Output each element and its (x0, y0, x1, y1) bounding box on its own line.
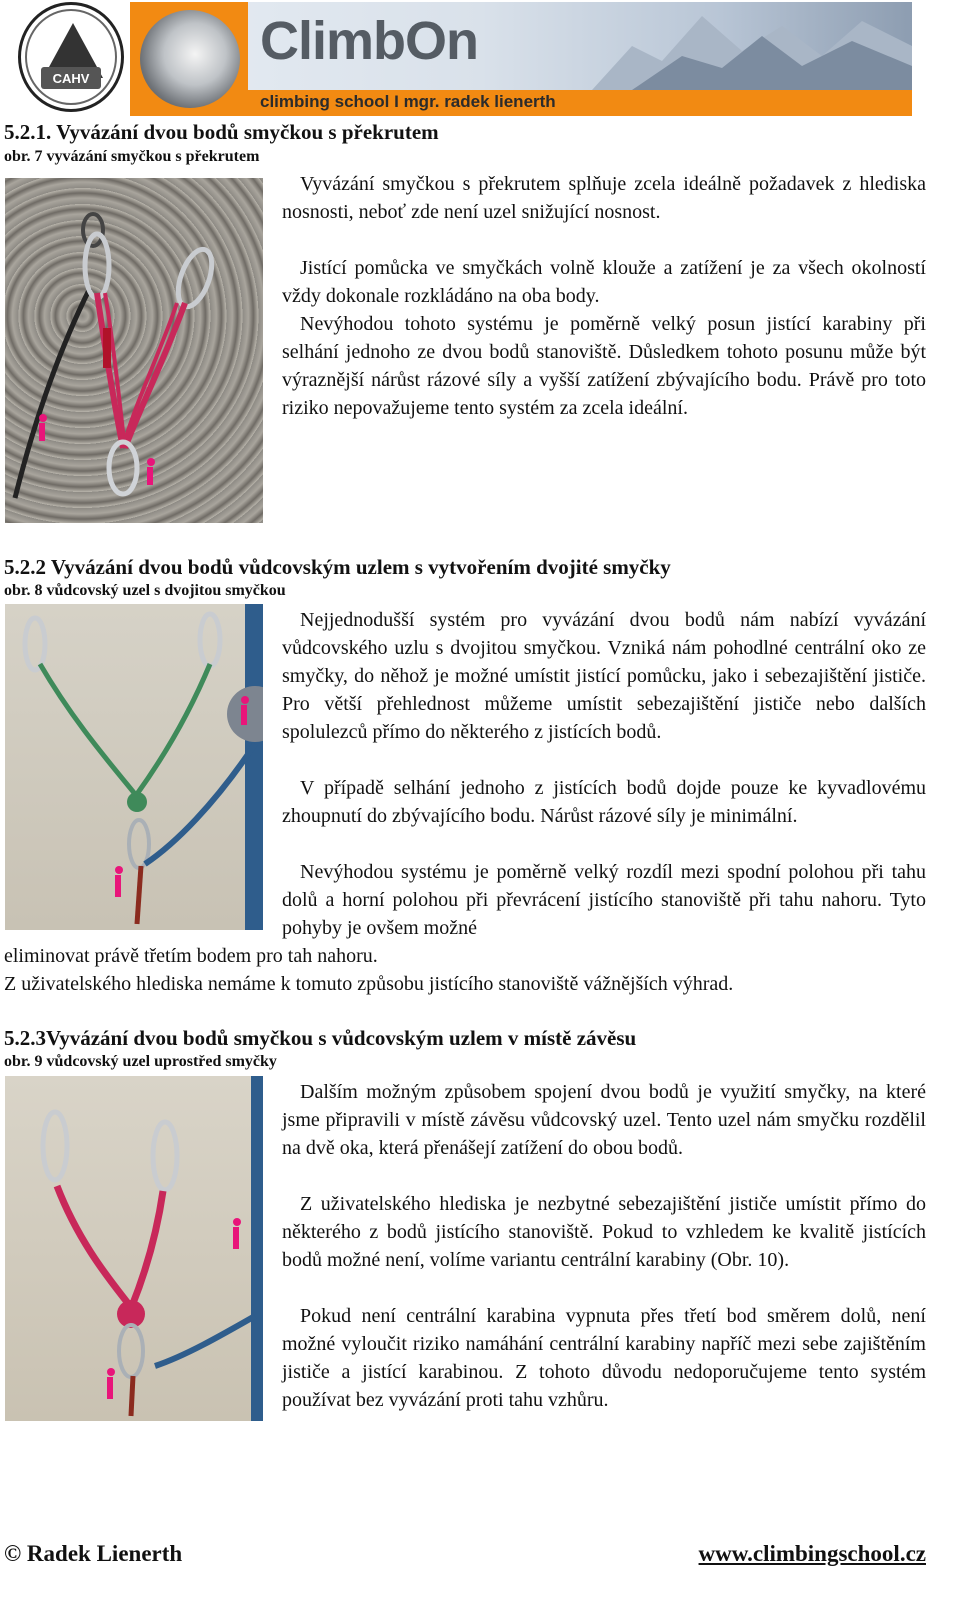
paragraph-text: Dalším možným způsobem spojení dvou bodů je využití smyčky, na které jsme připravili v místě závěsu vůdcovský uzel. Tento uzel nám smyčku rozdělil na dvě oka, která přenášejí zatížení do obou bodů. (282, 1081, 926, 1159)
cahv-logo (18, 2, 124, 112)
paragraph-text: Nejjednodušší systém pro vyvázání dvou bodů nám nabízí vyvázání vůdcovského uzlu s dvojitou smyčkou. Vzniká nám pohodlné centrální oko ze smyčky, do něhož je možné umístit jistící pomůcku, jako i sebezajištění jističe. Pro větší přehlednost můžeme umístit sebezajištění jističe nebo dalších spolulezců přímo do některého z jistících bodů. (282, 609, 926, 743)
figure-caption: obr. 8 vůdcovský uzel s dvojitou smyčkou (4, 582, 286, 599)
paragraph-continuation: eliminovat právě třetím bodem pro tah nahoru. (4, 945, 378, 967)
footer-website-link[interactable]: www.climbingschool.cz (698, 1541, 926, 1566)
paragraph-text: Nevýhodou systému je poměrně velký rozdíl mezi spodní polohou při tahu dolů a horní polohou při převrácení jistícího stanoviště při tahu nahoru. Tyto pohyby je ovšem možné (282, 861, 926, 939)
logo-text: CAHV (52, 71, 90, 86)
paragraph (4, 970, 926, 998)
climbon-banner (130, 2, 912, 116)
paragraph-text: Z uživatelského hlediska je nezbytné sebezajištění jističe umístit přímo do některého z bodů jistícího stanoviště. Pokud to vzhledem ke kvalitě jistících bodů možné není, volíme variantu centrální karabiny (Obr. 10). (282, 1193, 926, 1271)
paragraph (282, 606, 926, 746)
paragraph (282, 858, 926, 942)
brand-title: ClimbOn (260, 11, 478, 71)
paragraph-text: V případě selhání jednoho z jistících bodů dojde pouze ke kyvadlovému zhoupnutí do zbývajícího bodu. Nárůst rázové síly je minimální. (282, 777, 926, 827)
section-heading: 5.2.2 Vyvázání dvou bodů vůdcovským uzlem s vytvořením dvojité smyčky (4, 555, 671, 579)
photo-double-loop-knot (5, 604, 263, 930)
brand-subtitle: climbing school I mgr. radek lienerth (260, 92, 556, 111)
paragraph (282, 1078, 926, 1162)
paragraph (282, 774, 926, 830)
paragraph-text: Z uživatelského hlediska nemáme k tomuto způsobu jistícího stanoviště vážnějších výhrad. (4, 973, 734, 995)
sling-illustration (5, 1076, 263, 1421)
banner-mountain-image (140, 10, 240, 108)
paragraph-text: Nevýhodou tohoto systému je poměrně velký posun jistící karabiny při selhání jednoho ze dvou bodů stanoviště. Důsledkem tohoto posunu může být výraznější nárůst rázové síly a vyšší zatížení zbývajícího bodu. Právě pro toto riziko nepovažujeme tento systém za zcela ideální. (282, 313, 926, 419)
footer-copyright: © Radek Lienerth (4, 1541, 183, 1566)
sling-illustration (5, 178, 263, 523)
figure-caption: obr. 9 vůdcovský uzel uprostřed smyčky (4, 1053, 277, 1070)
photo-sling-with-twist (5, 178, 263, 523)
section-heading: 5.2.3Vyvázání dvou bodů smyčkou s vůdcovským uzlem v místě závěsu (4, 1026, 637, 1050)
sling-illustration (5, 604, 263, 930)
paragraph-text: Pokud není centrální karabina vypnuta přes třetí bod směrem dolů, není možné vyloučit riziko namáhání centrální karabiny napříč mezi sebe zajištěním jističe a jistící karabinou. Z tohoto důvodu nedoporučujeme tento systém používat bez vyvázání proti tahu vzhůru. (282, 1305, 926, 1411)
section-heading: 5.2.1. Vyvázání dvou bodů smyčkou s překrutem (4, 120, 439, 144)
banner-peaks-image (592, 6, 912, 90)
paragraph (282, 310, 926, 422)
paragraph-text: Jistící pomůcka ve smyčkách volně klouže a zatížení je za všech okolností vždy dokonale rozkládáno na oba body. (282, 257, 926, 307)
figure-caption: obr. 7 vyvázání smyčkou s překrutem (4, 148, 260, 165)
paragraph (282, 1302, 926, 1414)
paragraph (282, 170, 926, 226)
paragraph-text: Vyvázání smyčkou s překrutem splňuje zcela ideálně požadavek z hlediska nosnosti, neboť zde není uzel snižující nosnost. (282, 173, 926, 223)
photo-knot-in-middle (5, 1076, 263, 1421)
page-header (18, 0, 913, 118)
paragraph (282, 254, 926, 310)
paragraph (282, 1190, 926, 1274)
